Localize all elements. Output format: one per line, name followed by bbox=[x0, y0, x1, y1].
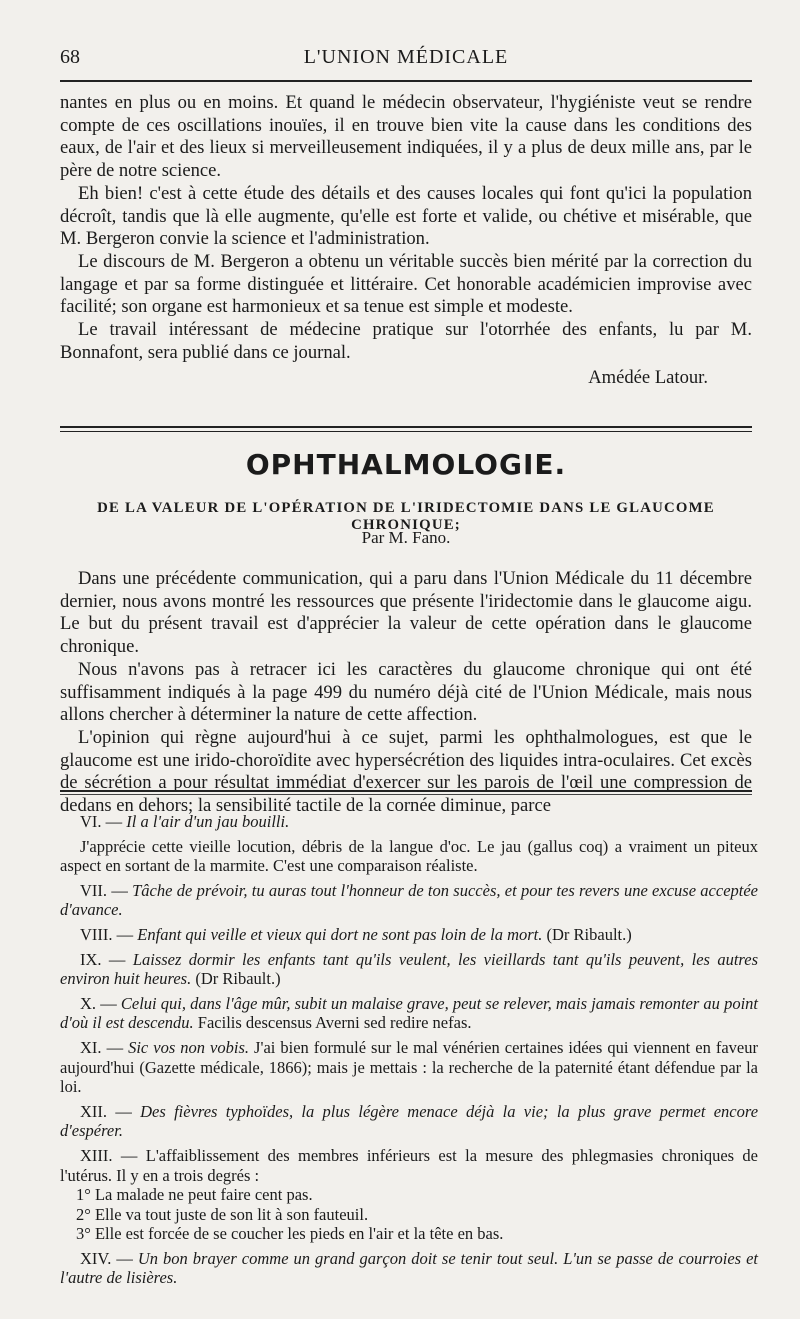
note-text: Facilis descensus Averni sed redire nefas. bbox=[197, 1013, 472, 1033]
intro-paragraph: nantes en plus ou en moins. Et quand le médecin observateur, l'hygiéniste veut se rendre compte de ces oscillations inouïes, il en trouve bien vite la cause dans les conditions des eaux, de l'air et des lieux si merveilleusement indiquées, il y a plus de deux mille ans, par le père de notre science. bbox=[60, 92, 752, 182]
note-number: XI. bbox=[80, 1037, 102, 1057]
note-item: X. — Celui qui, dans l'âge mûr, subit un malaise grave, peut se relever, mais jamais remonter au point d'où il est descendu. Facilis descensus Averni sed redire nefas. bbox=[60, 993, 759, 1033]
note-number: XII. bbox=[80, 1101, 108, 1121]
note-maxim: Laissez dormir les enfants tant qu'ils veulent, les vieillards tant qu'ils peuvent, les autres environ huit heures. bbox=[60, 949, 758, 989]
degree-line: 2° Elle va tout juste de son lit à son fauteuil. bbox=[76, 1204, 369, 1224]
note-number: VIII. bbox=[80, 924, 113, 944]
note-maxim: Un bon brayer comme un grand garçon doit se tenir tout seul. L'un se passe de courroies et l'autre de lisières. bbox=[60, 1248, 759, 1288]
degree-line: 1° La malade ne peut faire cent pas. bbox=[76, 1185, 313, 1205]
article-body bbox=[60, 568, 752, 818]
signature: Amédée Latour. bbox=[588, 367, 708, 389]
note-number: X. bbox=[80, 993, 97, 1013]
note-number: IX. bbox=[80, 949, 102, 969]
note-item: XI. — Sic vos non vobis. J'ai bien formulé sur le mal vénérien certaines idées qui viennent en faveur aujourd'hui (Gazette médicale, 1866); mais je mettais : la recherche de la paternité étant défendue par la loi. bbox=[60, 1037, 759, 1097]
body-paragraph: L'opinion qui règne aujourd'hui à ce sujet, parmi les ophthalmologues, est que le glaucome est une irido-choroïdite avec hypersécrétion des liquides intra-oculaires. Cet excès de sécrétion a pour résultat immédiat d'exercer sur les parois de l'œil une compression de dedans en dehors; la sensibilité tactile de la cornée diminue, parce bbox=[60, 726, 752, 817]
article-byline: Par M. Fano. bbox=[361, 528, 451, 547]
body-paragraph: Dans une précédente communication, qui a paru dans l'Union Médicale du 11 décembre dernier, nous avons montré les ressources que présente l'iridectomie dans le glaucome aigu. Le but du présent travail est d'apprécier la valeur de cette opération dans le glaucome chronique. bbox=[60, 568, 752, 658]
intro-paragraph: Le discours de M. Bergeron a obtenu un véritable succès bien mérité par la correction du langage et par sa forme distinguée et littéraire. Cet honorable académicien improvise avec facilité; son organe est harmonieux et sa tenue est simple et modeste. bbox=[60, 250, 752, 318]
note-number: XIII. bbox=[80, 1145, 113, 1165]
note-number: XIV. bbox=[80, 1248, 112, 1268]
note-item: XIII. — L'affaiblissement des membres inférieurs est la mesure des phlegmasies chroniques de l'utérus. Il y en a trois degrés : 1° La malade ne peut faire cent pas. 2° Elle va tout juste de son lit à son fauteuil. 3° Elle est forcée de se coucher les pieds en l'air et la tête en bas. bbox=[60, 1145, 758, 1244]
section-rule bbox=[60, 426, 752, 432]
note-item: VII. — Tâche de prévoir, tu auras tout l'honneur de ton succès, et pour tes revers une excuse acceptée d'avance. bbox=[60, 880, 758, 920]
notes-rule bbox=[60, 790, 752, 795]
note-maxim: Sic vos non vobis. bbox=[128, 1037, 250, 1057]
article-subtitle: DE LA VALEUR DE L'OPÉRATION DE L'IRIDECTOMIE DANS LE GLAUCOME CHRONIQUE; bbox=[97, 500, 715, 533]
note-maxim: Des fièvres typhoïdes, la plus légère menace déjà la vie; la plus grave permet encore d'espérer. bbox=[60, 1101, 759, 1141]
note-text: L'affaiblissement des membres inférieurs est la mesure des phlegmasies chroniques de l'utérus. Il y en a trois degrés : bbox=[60, 1145, 758, 1185]
degree-line: 3° Elle est forcée de se coucher les pieds en l'air et la tête en bas. bbox=[76, 1224, 504, 1244]
note-item bbox=[60, 837, 758, 876]
note-maxim: Tâche de prévoir, tu auras tout l'honneur de ton succès, et pour tes revers une excuse acceptée d'avance. bbox=[60, 880, 758, 920]
intro-paragraph: Eh bien! c'est à cette étude des détails et des causes locales qui font qu'ici la population décroît, tandis que là elle augmente, qu'elle est forte et valide, ou chétive et misérable, que M. Bergeron convie la science et l'administration. bbox=[60, 182, 752, 250]
note-item: IX. — Laissez dormir les enfants tant qu'ils veulent, les vieillards tant qu'ils peuvent, les autres environ huit heures. (Dr Ribault.) bbox=[60, 949, 758, 989]
note-maxim: Celui qui, dans l'âge mûr, subit un malaise grave, peut se relever, mais jamais remonter au point d'où il est descendu. bbox=[60, 993, 759, 1033]
note-number: VI. bbox=[80, 812, 102, 831]
note-text: (Dr Ribault.) bbox=[546, 924, 632, 944]
intro-text bbox=[60, 92, 752, 390]
note-item: VI. — Il a l'air d'un jau bouilli. bbox=[60, 812, 758, 832]
note-number: VII. bbox=[80, 880, 108, 900]
note-item: XIV. — Un bon brayer comme un grand garçon doit se tenir tout seul. L'un se passe de courroies et l'autre de lisières. bbox=[60, 1248, 759, 1288]
page-header bbox=[60, 46, 752, 76]
note-text: J'apprécie cette vieille locution, débris de la langue d'oc. Le jau (gallus coq) a vraiment un piteux aspect en sortant de la marmite. C'est une comparaison réaliste. bbox=[60, 836, 758, 876]
header-rule bbox=[60, 80, 752, 82]
note-text: (Dr Ribault.) bbox=[195, 969, 281, 989]
note-maxim: Enfant qui veille et vieux qui dort ne sont pas loin de la mort. bbox=[137, 924, 543, 944]
note-maxim: Il a l'air d'un jau bouilli. bbox=[126, 812, 290, 831]
page-number: 68 bbox=[60, 46, 80, 68]
note-text: J'ai bien formulé sur le mal vénérien certaines idées qui viennent en faveur aujourd'hui (Gazette médicale, 1866); mais je mettais : la recherche de la paternité étant défendue par la loi. bbox=[60, 1037, 759, 1097]
body-paragraph: Nous n'avons pas à retracer ici les caractères du glaucome chronique qui ont été suffisamment indiqués à la page 499 du numéro déjà cité de l'Union Médicale, mais nous allons chercher à déterminer la nature de cette affection. bbox=[60, 658, 752, 726]
notes-section bbox=[60, 812, 758, 1293]
section-title: OPHTHALMOLOGIE. bbox=[245, 448, 567, 481]
running-title: L'UNION MÉDICALE bbox=[303, 46, 509, 68]
note-item: XII. — Des fièvres typhoïdes, la plus légère menace déjà la vie; la plus grave permet encore d'espérer. bbox=[60, 1101, 759, 1141]
note-item: VIII. — Enfant qui veille et vieux qui dort ne sont pas loin de la mort. (Dr Ribault.) bbox=[60, 925, 758, 945]
intro-paragraph: Le travail intéressant de médecine pratique sur l'otorrhée des enfants, lu par M. Bonnafont, sera publié dans ce journal. bbox=[60, 319, 752, 363]
